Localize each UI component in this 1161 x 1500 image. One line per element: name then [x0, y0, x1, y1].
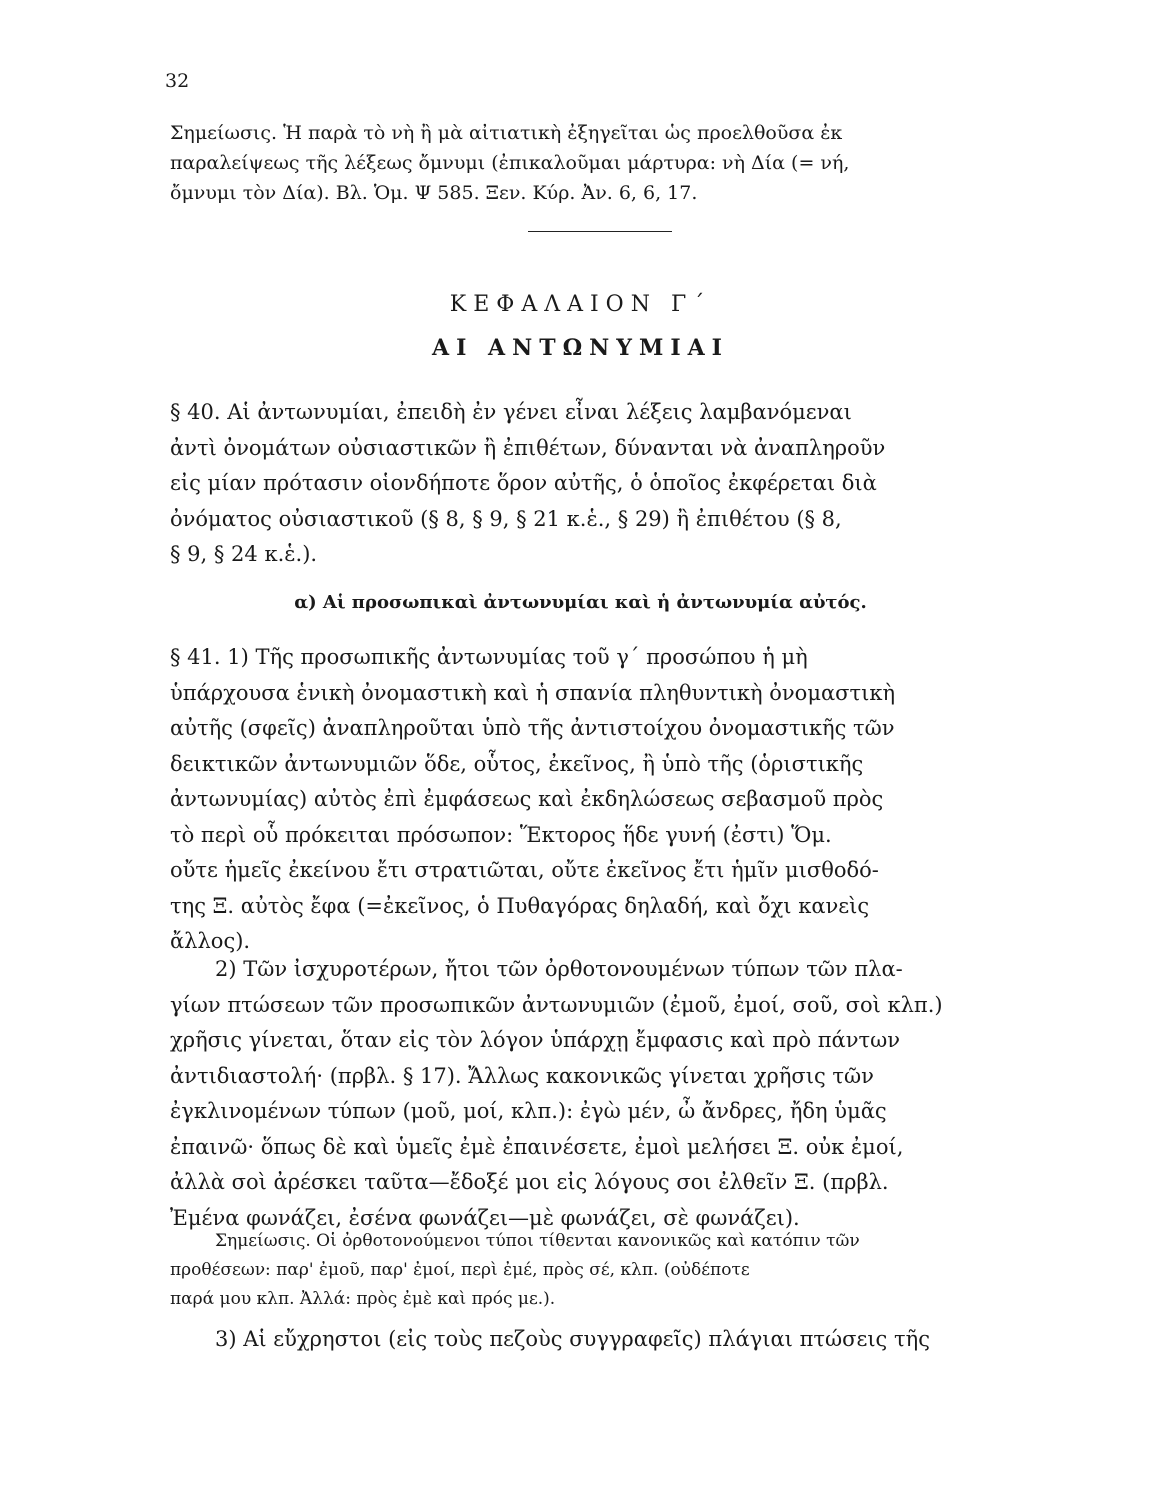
- text-line: § 9, § 24 κ.ἑ.).: [170, 542, 318, 566]
- text-line: Σημείωσις. Ἡ παρὰ τὸ νὴ ἢ μὰ αἰτιατικὴ ἐξηγεῖται ὡς προελθοῦσα ἐκ: [170, 122, 843, 144]
- text-line: δεικτικῶν ἀντωνυμιῶν ὅδε, οὗτος, ἐκεῖνος, ἢ ὑπὸ τῆς (ὁριστικῆς: [170, 751, 864, 776]
- text-line: ἀντὶ ὀνομάτων οὐσιαστικῶν ἢ ἐπιθέτων, δύνανται νὰ ἀναπληροῦν: [170, 435, 886, 460]
- text-line: αὐτῆς (σφεῖς) ἀναπληροῦται ὑπὸ τῆς ἀντιστοίχου ὀνομαστικῆς τῶν: [170, 716, 895, 740]
- text-line: της Ξ. αὐτὸς ἔφα (=ἐκεῖνος, ὁ Πυθαγόρας δηλαδή, καὶ ὄχι κανεὶς: [170, 893, 870, 918]
- note-top: [170, 118, 1068, 208]
- text-line: 2) Τῶν ἰσχυροτέρων, ἤτοι τῶν ὀρθοτονουμένων τύπων τῶν πλα-: [215, 957, 903, 981]
- text-line: ἀντωνυμίας) αὐτὸς ἐπὶ ἐμφάσεως καὶ ἐκδηλώσεως σεβασμοῦ πρὸς: [170, 787, 884, 811]
- text-line: παρά μου κλπ. Ἀλλά: πρὸς ἐμὲ καὶ πρός με.).: [170, 1289, 556, 1309]
- text-line: παραλείψεως τῆς λέξεως ὄμνυμι (ἐπικαλοῦμαι μάρτυρα: νὴ Δία (= νή,: [170, 152, 850, 174]
- text-line: ἀντιδιαστολή· (πρβλ. § 17). Ἄλλως κακονικῶς γίνεται χρῆσις τῶν: [170, 1063, 874, 1088]
- subheading: α) Αἱ προσωπικαὶ ἀντωνυμίαι καὶ ἡ ἀντωνυμία αὐτός.: [294, 592, 867, 613]
- chapter-label: ΚΕΦΑΛΑΙΟΝ Γ΄: [449, 292, 712, 317]
- text-line: ὄμνυμι τὸν Δία). Βλ. Ὁμ. Ψ 585. Ξεν. Κύρ. Ἀν. 6, 6, 17.: [170, 182, 698, 204]
- text-line: ἐγκλινομένων τύπων (μοῦ, μοί, κλπ.): ἐγὼ μέν, ὦ ἄνδρες, ἤδη ὑμᾶς: [170, 1099, 887, 1123]
- text-line: Σημείωσις. Οἱ ὀρθοτονούμενοι τύποι τίθενται κανονικῶς καὶ κατόπιν τῶν: [215, 1231, 860, 1251]
- divider-rule: [528, 231, 672, 232]
- text-line: τὸ περὶ οὗ πρόκειται πρόσωπον: Ἕκτορος ἥδε γυνή (ἐστι) Ὅμ.: [170, 822, 832, 847]
- text-line: χρῆσις γίνεται, ὅταν εἰς τὸν λόγον ὑπάρχῃ ἔμφασις καὶ πρὸ πάντων: [170, 1028, 901, 1052]
- text-line: § 41. 1) Τῆς προσωπικῆς ἀντωνυμίας τοῦ γ΄ προσώπου ἡ μὴ: [170, 645, 808, 669]
- text-line: γίων πτώσεων τῶν προσωπικῶν ἀντωνυμιῶν (ἐμοῦ, ἐμοί, σοῦ, σοὶ κλπ.): [170, 992, 943, 1017]
- text-line: προθέσεων: παρ' ἐμοῦ, παρ' ἐμοί, περὶ ἐμέ, πρὸς σέ, κλπ. (οὐδέποτε: [170, 1260, 750, 1280]
- text-line: ἄλλος).: [170, 929, 251, 953]
- chapter-title: ΑΙ ΑΝΤΩΝΥΜΙΑΙ: [432, 335, 729, 361]
- text-line: οὔτε ἡμεῖς ἐκείνου ἔτι στρατιῶται, οὔτε ἐκεῖνος ἔτι ἡμῖν μισθοδό-: [170, 858, 879, 882]
- page-number: 32: [165, 70, 190, 92]
- text-line: εἰς μίαν πρότασιν οἱονδήποτε ὅρον αὐτῆς, ὁ ὁποῖος ἐκφέρεται διὰ: [170, 471, 877, 495]
- text-line: ἐπαινῶ· ὅπως δὲ καὶ ὑμεῖς ἐμὲ ἐπαινέσετε, ἐμοὶ μελήσει Ξ. οὐκ ἐμοί,: [170, 1134, 904, 1159]
- paragraph-3: [215, 1322, 1067, 1357]
- section-40: [170, 395, 1066, 573]
- text-line: 3) Αἱ εὔχρηστοι (εἰς τοὺς πεζοὺς συγγραφεῖς) πλάγιαι πτώσεις τῆς: [215, 1327, 930, 1351]
- text-line: ὑπάρχουσα ἑνικὴ ὀνομαστικὴ καὶ ἡ σπανία πληθυντικὴ ὀνομαστικὴ: [170, 680, 896, 705]
- text-line: § 40. Αἱ ἀντωνυμίαι, ἐπειδὴ ἐν γένει εἶναι λέξεις λαμβανόμεναι: [170, 400, 852, 424]
- text-line: ἀλλὰ σοὶ ἀρέσκει ταῦτα—ἔδοξέ μοι εἰς λόγους σοι ἐλθεῖν Ξ. (πρβλ.: [170, 1170, 889, 1194]
- note-bottom: [170, 1227, 1067, 1314]
- text-line: Ἐμένα φωνάζει, ἐσένα φωνάζει—μὲ φωνάζει, σὲ φωνάζει).: [170, 1205, 800, 1230]
- text-line: ὀνόματος οὐσιαστικοῦ (§ 8, § 9, § 21 κ.ἑ., § 29) ἢ ἐπιθέτου (§ 8,: [170, 506, 842, 531]
- paragraph-2: [170, 952, 1066, 1236]
- section-41: [170, 640, 1066, 960]
